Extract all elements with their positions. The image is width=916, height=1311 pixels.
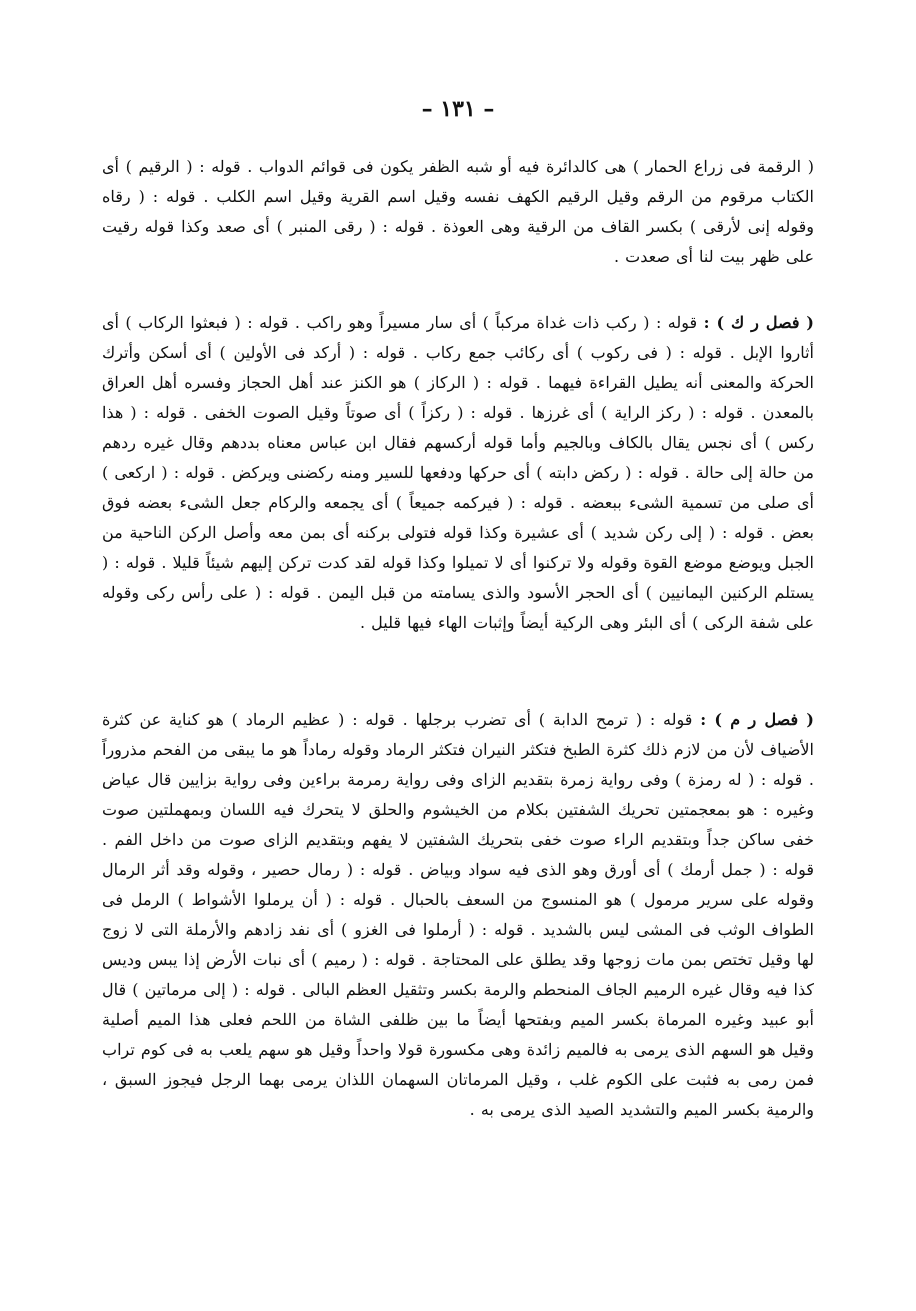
paragraph-fasl-ra-kaf xyxy=(102,308,814,638)
paragraph-text: ( الرقمة فى زراع الحمار ) هى كالدائرة فيه أو شبه الظفر يكون فى قوائم الدواب . قوله : ( الرقيم ) أى الكتاب مرقوم من الرقم وقيل الرقيم الكهف نفسه وقيل اسم القرية وقيل اسم الكلب . قوله : ( رقاه وقوله إنى لأرقى ) بكسر القاف من الرقية وهى العوذة . قوله : ( رقى المنبر ) أى صعد وكذا قوله رقيت على ظهر بيت لنا أى صعدت . xyxy=(102,157,814,266)
paragraph-text: قوله : ( ركب ذات غداة مركباً ) أى سار مسيراً وهو راكب . قوله : ( فبعثوا الركاب ) أى أثاروا الإبل . قوله : ( فى ركوب ) أى ركائب جمع ركاب . قوله : ( أركد فى الأولين ) أى أسكن وأترك الحركة والمعنى أنه يطيل القراءة فيهما . قوله : ( الركاز ) هو الكنز عند أهل الحجاز وفسره أهل العراق بالمعدن . قوله : ( ركز الراية ) أى غرزها . قوله : ( ركزاً ) أى صوتاً وقيل الصوت الخفى . قوله : ( هذا ركس ) أى نجس يقال بالكاف وبالجيم وأما قوله أركسهم فقال ابن عباس معناه بددهم وقال غيره ردهم من حالة إلى حالة . قوله : ( ركض دابته ) أى حركها ودفعها للسير ومنه ركضنى ويركض . قوله : ( اركعى ) أى صلى من تسمية الشىء ببعضه . قوله : ( فيركمه جميعاً ) أى يجمعه والركام جعل الشىء بعضه فوق بعض . قوله : ( إلى ركن شديد ) أى عشيرة وكذا قوله فتولى بركنه أى بمن معه وأصل الركن الناحية من الجبل ويوضع موضع القوة وقوله ولا تركنوا أى لا تميلوا وكذا قوله لقد كدت تركن إليهم شيئاً قليلا . قوله : ( يستلم الركنين اليمانيين ) أى الحجر الأسود والذى يسامته من قبل اليمن . قوله : ( على رأس ركى وقوله على شفة الركى ) أى البئر وهى الركية أيضاً وإثبات الهاء فيها قليل . xyxy=(102,313,815,632)
section-heading: ( فصل ر م ) : xyxy=(700,710,814,729)
paragraph-text: قوله : ( ترمح الدابة ) أى تضرب برجلها . قوله : ( عظيم الرماد ) هو كناية عن كثرة الأضياف لأن من لازم ذلك كثرة الطبخ فتكثر النيران فتكثر الرماد وقوله رماداً هو ما يبقى من الفحم مذروراً . قوله : ( له رمزة ) وفى رواية زمرة بتقديم الزاى وفى رواية رمرمة براءين وفى رواية بزايين قال عياض وغيره : هو بمعجمتين تحريك الشفتين بكلام من الخيشوم والحلق لا يتحرك فيه اللسان وبمهملتين صوت خفى ساكن جداً وبتقديم الراء صوت خفى بتحريك الشفتين لا يفهم وبتقديم الزاى صوت من داخل الفم . قوله : ( جمل أرمك ) أى أورق وهو الذى فيه سواد وبياض . قوله : ( رمال حصير ، وقوله وقد أثر الرمال وقوله على سرير مرمول ) هو المنسوج من السعف بالحبال . قوله : ( أن يرملوا الأشواط ) الرمل فى الطواف الوثب فى المشى ليس بالشديد . قوله : ( أرملوا فى الغزو ) أى نفد زادهم والأرملة التى لا زوج لها وقيل تختص بمن مات زوجها وقد يطلق على المحتاجة . قوله : ( رميم ) أى نبات الأرض إذا يبس وديس كذا فيه وقال غيره الرميم الجاف المنحطم والرمة بكسر وتثقيل العظم البالى . قوله : ( إلى مرماتين ) قال أبو عبيد وغيره المرماة بكسر الميم وبفتحها أيضاً ما بين ظلفى الشاة من اللحم فعلى هذا الميم أصلية وقيل هو السهم الذى يرمى به فالميم زائدة وهى مكسورة قولا واحداً وقيل هو سهم يلعب به فى كوم تراب فمن رمى به فثبت على الكوم غلب ، وقيل المرماتان السهمان اللذان يرمى بهما الرجل فيجوز السبق ، والرمية بكسر الميم والتشديد الصيد الذى يرمى به . xyxy=(102,710,815,1119)
paragraph-raqm xyxy=(102,152,814,272)
page-number: – ١٣١ – xyxy=(421,96,495,122)
section-heading: ( فصل ر ك ) : xyxy=(703,313,814,332)
paragraph-fasl-ra-mim xyxy=(102,705,814,1125)
